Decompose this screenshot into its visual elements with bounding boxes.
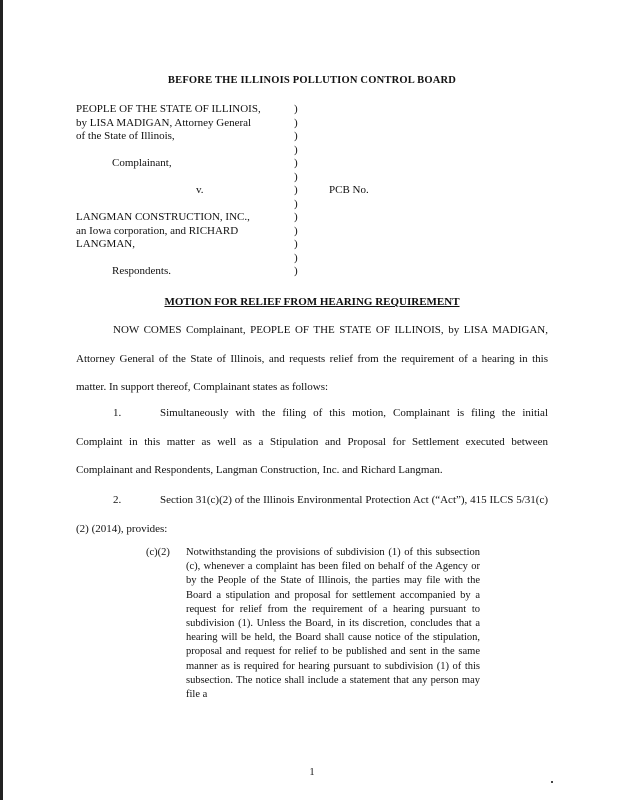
caption-line <box>76 130 496 144</box>
caption-paren: ) <box>294 170 298 183</box>
caption-paren: ) <box>294 265 298 277</box>
caption-paren: ) <box>294 157 298 169</box>
caption-line <box>76 265 496 279</box>
caption-paren: ) <box>294 238 298 250</box>
caption-paren: ) <box>294 116 298 129</box>
caption-paren: ) <box>294 130 298 142</box>
caption-party: LANGMAN CONSTRUCTION, INC., <box>76 211 250 223</box>
caption-party: an Iowa corporation, and RICHARD <box>76 224 239 237</box>
scan-edge <box>0 0 3 800</box>
caption-line <box>76 198 496 212</box>
paragraph-text: Simultaneously with the filing of this motion, Complainant is filing the initial Complaint in this matter as well as a Stipulation and Proposal for Settlement executed between Complainant and Respondents, Langman Construction, Inc. and Richard Langman. <box>76 407 548 476</box>
motion-title: MOTION FOR RELIEF FROM HEARING REQUIREMENT <box>164 296 460 308</box>
pcb-number-label: PCB No. <box>329 184 369 196</box>
paragraph-1 <box>76 399 548 485</box>
caption-line <box>76 225 496 239</box>
statute-quote <box>146 546 480 702</box>
quote-text: Notwithstanding the provisions of subdivision (1) of this subsection (c), whenever a complaint has been filed on behalf of the Agency or by the People of the State of Illinois, the parties may file with the Board a stipulation and proposal for settlement accompanied by a request for relief from the requirement of a hearing pursuant to subdivision (1). Unless the Board, in its discretion, concludes that a hearing will be held, the Board shall cause notice of the stipulation, proposal and request for relief to be published and sent in the same manner as is required for hearing pursuant to subdivision (1) of this subsection. The notice shall include a statement that any person may file a <box>186 547 480 701</box>
caption-party: by LISA MADIGAN, Attorney General <box>76 116 252 129</box>
caption-line <box>76 184 496 198</box>
caption-paren: ) <box>294 143 298 156</box>
scan-speck <box>551 781 553 783</box>
caption-party: PEOPLE OF THE STATE OF ILLINOIS, <box>76 103 261 115</box>
paragraph-2 <box>76 486 548 543</box>
caption-line <box>76 211 496 225</box>
respondents-label: Respondents. <box>112 265 171 277</box>
caption-line <box>76 157 496 171</box>
caption-paren: ) <box>294 251 298 264</box>
paragraph-text: Section 31(c)(2) of the Illinois Environmental Protection Act (“Act”), 415 ILCS 5/31(c)(2) (2014), provides: <box>76 494 548 535</box>
caption-line <box>76 117 496 131</box>
page-number: 1 <box>309 767 315 778</box>
board-heading: BEFORE THE ILLINOIS POLLUTION CONTROL BOARD <box>167 75 457 86</box>
caption-line <box>76 144 496 158</box>
caption-line <box>76 238 496 252</box>
quote-label: (c)(2) <box>146 547 170 558</box>
case-caption <box>76 103 496 279</box>
caption-paren: ) <box>294 184 298 196</box>
caption-line <box>76 252 496 266</box>
caption-party: of the State of Illinois, <box>76 130 175 142</box>
caption-party: LANGMAN, <box>76 238 135 250</box>
caption-paren: ) <box>294 197 298 210</box>
caption-paren: ) <box>294 211 298 223</box>
paragraph-number: 2. <box>113 494 122 506</box>
versus-label: v. <box>196 184 204 196</box>
intro-paragraph: NOW COMES Complainant, PEOPLE OF THE STATE OF ILLINOIS, by LISA MADIGAN, Attorney General of the State of Illinois, and requests relief from the requirement of a hearing in this matter. In support thereof, Complainant states as follows: <box>76 324 548 393</box>
caption-line <box>76 171 496 185</box>
caption-line <box>76 103 496 117</box>
paragraph-number: 1. <box>113 407 122 419</box>
complainant-label: Complainant, <box>112 157 172 169</box>
caption-paren: ) <box>294 103 298 115</box>
caption-paren: ) <box>294 224 298 237</box>
